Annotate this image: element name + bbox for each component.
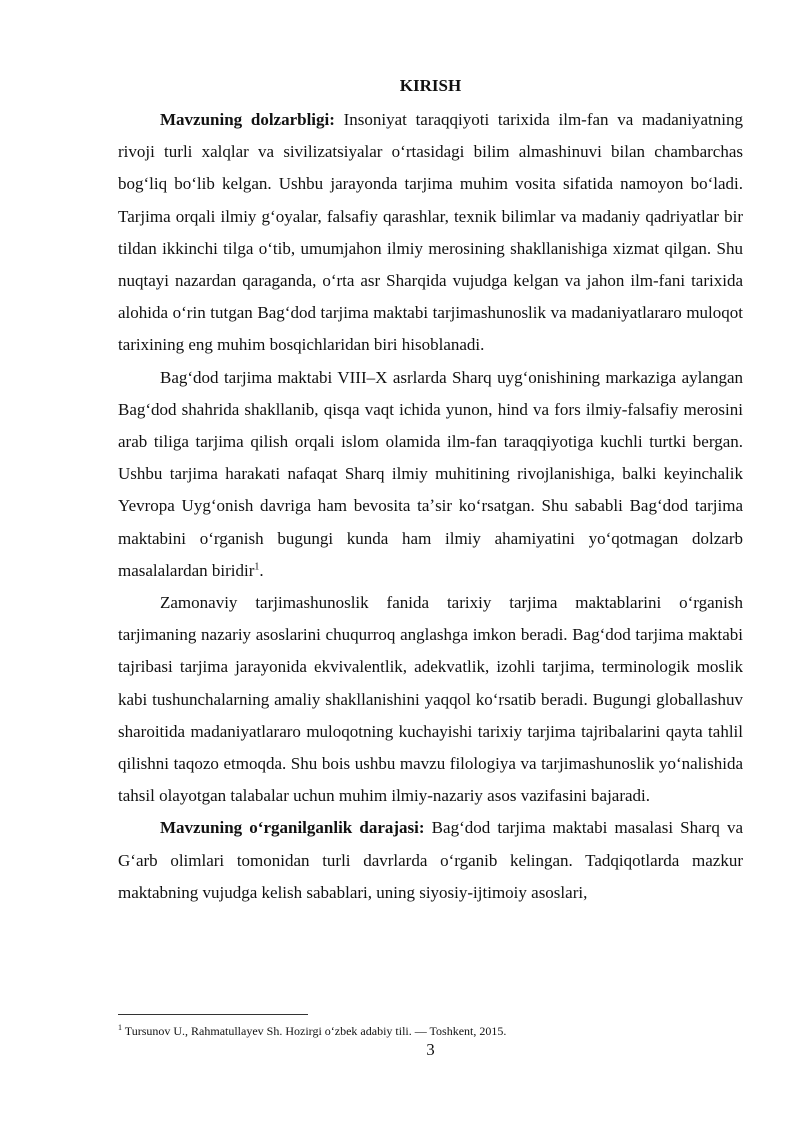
body-text (118, 104, 743, 909)
paragraph-research-level (118, 812, 743, 909)
paragraph-modern-studies (118, 587, 743, 812)
paragraph-lead: Mavzuning dolzarbligi: (160, 110, 335, 129)
footnote-reference[interactable]: 1 (254, 561, 260, 573)
paragraph-tail: . (259, 560, 264, 580)
page-number: 3 (426, 1040, 435, 1059)
paragraph-relevance (118, 104, 743, 362)
paragraph-text: Zamonaviy tarjimashunoslik fanida tarixiy tarjima maktablarini oʻrganish tarjimaning nazariy asoslarini chuqurroq anglashga imkon beradi. Bagʻdod tarjima maktabi tajribasi tarjima jarayonida ekvivalentlik, adekvatlik, izohli tarjima, terminologik moslik kabi tushunchalarning amaliy shakllanishini yaqqol koʻrsatib beradi. Bugungi globallashuv sharoitida madaniyatlararo muloqotning kuchayishi tarixiy tarjima tajribalarini qayta tahlil qilishni taqozo etmoqda. Shu bois ushbu mavzu filologiya va tarjimashunoslik yoʻnalishida tahsil olayotgan talabalar uchun muhim ilmiy-nazariy asos vazifasini bajaradi. (118, 593, 743, 806)
paragraph-text: Bagʻdod tarjima maktabi VIII–X asrlarda Sharq uygʻonishining markaziga aylangan Bagʻdod shahrida shakllanib, qisqa vaqt ichida yunon, hind va fors ilmiy-falsafiy merosini arab tiliga tarjima qilish orqali islom olamida ilm-fan taraqqiyotiga kuchli turtki bergan. Ushbu tarjima harakati nafaqat Sharq ilmiy muhitining rivojlanishiga, balki keyinchalik Yevropa Uygʻonish davriga ham bevosita taʼsir koʻrsatgan. Shu sababli Bagʻdod tarjima maktabini oʻrganish bugungi kunda ham ilmiy ahamiyatini yoʻqotmagan dolzarb masalalardan biridir (118, 367, 743, 580)
footnote-text: Tursunov U., Rahmatullayev Sh. Hozirgi oʻzbek adabiy tili. — Toshkent, 2015. (122, 1024, 507, 1038)
footnote-number: 1 (118, 1023, 122, 1032)
footnote (118, 1024, 743, 1039)
footnote-divider (118, 1014, 308, 1015)
paragraph-lead: Mavzuning oʻrganilganlik darajasi: (160, 818, 425, 838)
section-heading: KIRISH (399, 76, 462, 95)
paragraph-text: Insoniyat taraqqiyoti tarixida ilm-fan va madaniyatning rivoji turli xalqlar va sivilizatsiyalar oʻrtasidagi bilim almashinuvi bilan chambarchas bogʻliq boʻlib kelgan. Ushbu jarayonda tarjima muhim vosita sifatida namoyon boʻladi. Tarjima orqali ilmiy gʻoyalar, falsafiy qarashlar, texnik bilimlar va madaniy qadriyatlar bir tildan ikkinchi tilga oʻtib, umumjahon ilmiy merosining shakllanishiga xizmat qilgan. Shu nuqtayi nazardan qaraganda, oʻrta asr Sharqida vujudga kelgan va jahon ilm-fani tarixida alohida oʻrin tutgan Bagʻdod tarjima maktabi tarjimashunoslik va madaniyatlararo muloqot tarixining eng muhim bosqichlaridan biri hisoblanadi. (118, 110, 743, 355)
paragraph-baghdad-school (118, 362, 743, 587)
paragraph-text: Bagʻdod tarjima maktabi masalasi Sharq va Gʻarb olimlari tomonidan turli davrlarda oʻrganib kelingan. Tadqiqotlarda mazkur maktabning vujudga kelish sabablari, uning siyosiy-ijtimoiy asoslari, (118, 818, 743, 902)
